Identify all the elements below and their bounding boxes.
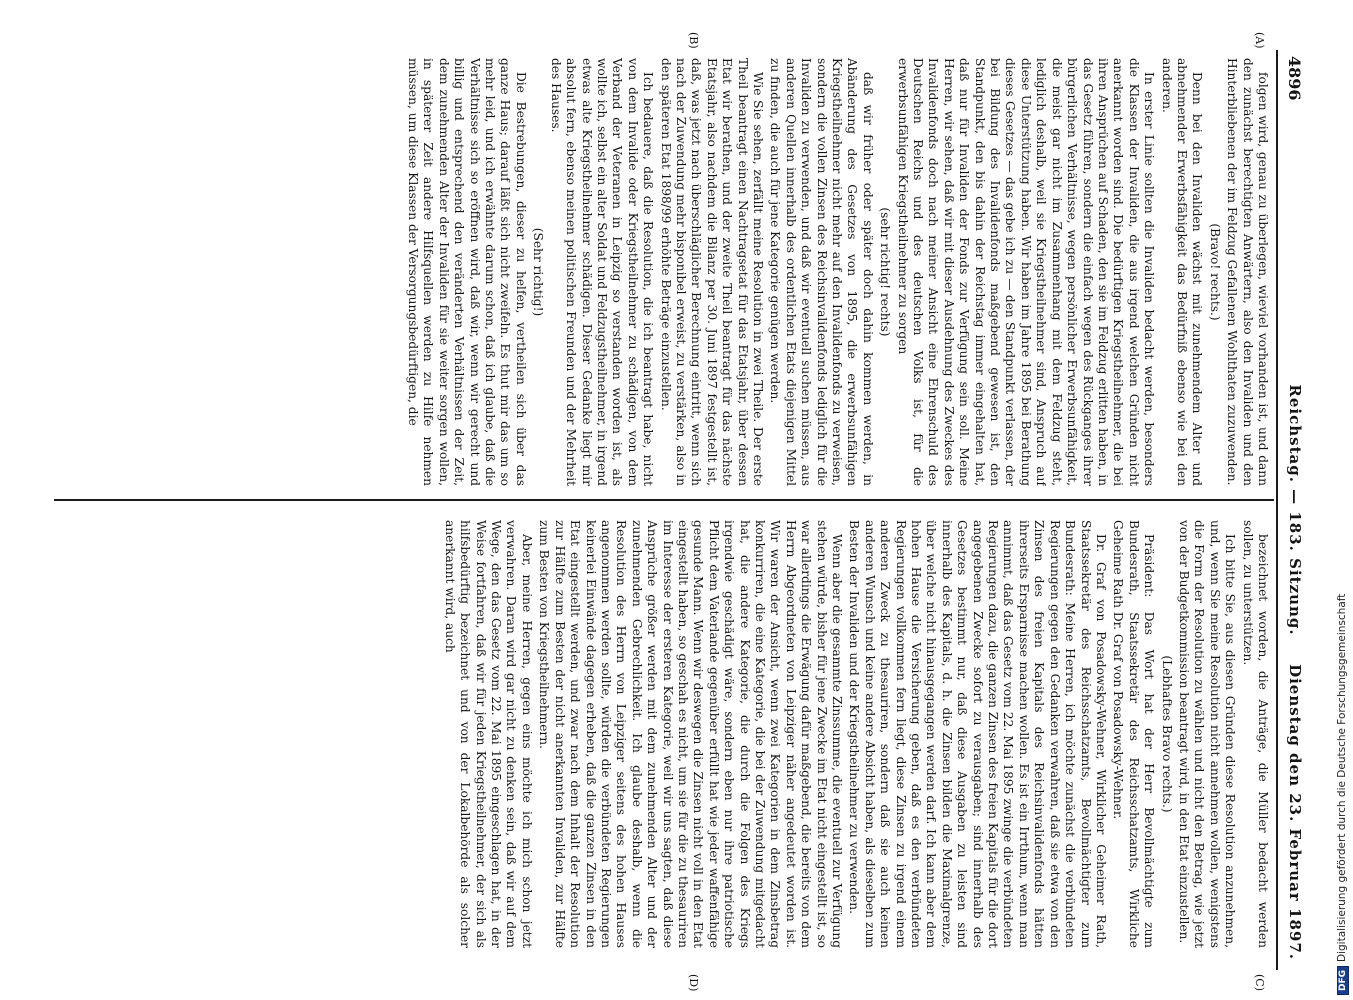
left-text-column — [60, 58, 1270, 486]
paragraph: Wie Sie sehen, zerfällt meine Resolution in zwei Theile. Der erste Theil beantragt einen Nachtragsetat für das Etatsjahr, über dessen Etat wir berathen, und der zweite Theil beantragt für das nächste Etatsjahr, also nachdem die Bilanz per 30. Juni 1897 festgestellt ist, daß, was jetzt nach überschläglicher Berechnung eintritt, wenn sich nach der Zuwendung mehr bisponibel erweist, zu verstärken, also in den späteren Etat 1898/99 erhöhte Beträge einzustellen. — [658, 58, 765, 486]
speaker-paragraph: Dr. Graf von Posadowsky-Wehner, Wirklicher Geheimer Rath, Staatssekretär des Reichsschatzamts, Bevollmächtigter zum Bundesrath: Meine Herren, ich möchte zunächst die verbündeten Regierungen gegen den Gedanken verwahren, daß sie etwa von den Zinsen des freien Kapitals des Reichsinvalidenfonds hätten ihrerseits Ersparnisse machen wollen. Es ist ein Irrthum, wenn man annimmt, daß das Gesetz vom 22. Mai 1895 zwinge die verbündeten Regierungen dazu, die ganzen Zinsen des freien Kapitals für die dort angegebenen Zwecke sofort zu verausgaben; sind innerhalb des Gesetzes bestimmt nur, daß diese Ausgaben zu leisten sind innerhalb des Kapitals, d. h. die Zinsen bilden die Maximalgrenze, über welche nicht hinausgegangen werden darf. Ich kann aber dem hohen Hause die Versicherung geben, daß es den verbündeten Regierungen vollkommen fern liegt, diese Zinsen zu irgend einem anderen Zweck zu thesauriren, sondern daß sie auch keinen anderen Wunsch und keine andere Absicht haben, als dieselben zum Besten der Invaliden und der Kriegstheilnehmer zu verwenden. — [847, 520, 1108, 948]
paragraph: folgen wird, genau zu überlegen, wieviel vorhanden ist, und dann den zunächst berechtigten Anwärtern, also den Invaliden und den Hinterbliebenen der im Feldzug Gefallenen Wohlthaten zuzuwenden. — [1225, 58, 1270, 486]
interjection: (sehr richtig! rechts) — [878, 207, 893, 337]
paragraph: Ich bedauere, daß die Resolution, die ich beantragt habe, nicht von dem Invalide oder Kriegstheilnehmer zu schädigen, von dem Verband der Veteranen in Leipzig so verstanden worden ist, als wollte ich, selbst ein alter Soldat und Feldzugstheilnehmer, in irgend etwas alte Kriegstheilnehmer schädigen. Dieser Gedanke liegt mir absolut fern, ebenso meinen politischen Freunden und der Mehrheit des Hauses. — [548, 58, 656, 486]
rotated-document-sheet — [10, 32, 1310, 992]
digitization-footer — [1336, 5, 1350, 995]
page-number: 4896 — [1285, 56, 1304, 101]
interjection: (Sehr richtig!) — [531, 227, 546, 317]
paragraph: In erster Linie sollten die Invaliden bedacht werden, besonders die Klassen der Invaliden, die aus irgend welchen Gründen nicht anerkannt worden sind. Die bedürftigen Kriegstheilnehmer, die bei ihren Ansprüchen auf Schaden, den sie im Feldzug erlitten haben, in das Gesetz führen, sondern die einfach wegen des Rückganges ihrer bürgerlichen Verhältnisse, wegen persönlicher Erwerbsunfähigkeit, die meist gar nicht im Zusammenhang mit dem Feldzug steht, lediglich deshalb, weil sie Kriegstheilnehmer sind, Anspruch auf diese Unterstützung haben. Wir haben im Jahre 1895 bei Berathung dieses Gesetzes — das gebe ich zu — den Standpunkt verlassen, der bei Bildung des Invalidenfonds maßgebend gewesen ist, den Standpunkt, den bis dahin der Reichstag immer eingehalten hat, daß nur für Invaliden der Fonds zur Verfügung sein soll. Meine Herren, wir sehen, daß wir mit dieser Ausdehnung des Zweckes des Invalidenfonds doch nach meiner Ansicht eine Ehrenschuld des Deutschen Reichs und des deutschen Volks ist, für die erwerbsunfähigen Kriegstheilnehmer zu sorgen — [895, 58, 1157, 486]
margin-marker-b: (B) — [687, 32, 700, 49]
header-rule — [1276, 50, 1278, 970]
footer-text: Digitalisierung gefördert durch die Deutsche Forschungsgemeinschaft — [1336, 593, 1348, 962]
paragraph: Die Bestrebungen, dieser zu helfen, vertheilen sich über das ganze Haus; darauf läßt sich nicht zweifeln. Es thut mir das um so mehr leid, und ich erwähnte darum schon, daß ich glaube, daß die Verhältnisse sich so eröffnen wird, daß wir, wenn wir gerecht und billig und entsprechend den veränderten Verhältnissen der Zeit, dem zunehmenden Alter der Invaliden für sie weiter sorgen wollen, in späterer Zeit andere Hilfsquellen werden zu Hilfe nehmen müssen, um diese Klassen der Versorgungsbedürftigen, die — [406, 58, 528, 486]
interjection: (Lebhaftes Bravo rechts.) — [1159, 655, 1174, 813]
margin-marker-d: (D) — [687, 974, 700, 992]
page-header — [1276, 50, 1310, 970]
session-date: Dienstag den 23. Februar 1897. — [1286, 664, 1304, 960]
paragraph: Ich bitte Sie, aus diesen Gründen diese Resolution anzunehmen, und, wenn Sie meine Resolution nicht annehmen wollen, wenigstens die Form der Resolution zu wählen und nicht den Betrag, wie jetzt von der Budgetkommission beantragt wird, in den Etat einzustellen. — [1176, 520, 1238, 948]
column-divider — [54, 499, 1274, 501]
speaker-paragraph: Präsident: Das Wort hat der Herr Bevollmächtigte zum Bundesrath, Staatssekretär des Reichsschatzamts, Wirkliche Geheime Rath Dr. Graf von Posadowsky-Wehner. — [1111, 520, 1157, 948]
right-text-column — [60, 520, 1270, 948]
margin-marker-c: (C) — [1253, 974, 1266, 991]
paragraph: daß wir früher oder später doch dahin kommen werden, in Abänderung des Gesetzes von 1895, die erwerbsunfähigen Kriegstheilnehmer nicht mehr auf den Invalidenfonds zu verweisen, sondern die vollen Zinsen des Reichsinvalidenfonds lediglich für die Invaliden zu verwenden, und daß wir eventuell suchen müssen, aus anderen Quellen innerhalb des ordentlichen Etats diejenigen Mittel zu finden, die auch für jene Kategorie genügen werden. — [768, 58, 875, 486]
dfg-logo: DFG — [1337, 966, 1349, 995]
paragraph: Aber, meine Herren, gegen eins möchte ich mich schon jetzt verwahren. Daran wird gar nicht zu denken sein, daß wir auf dem Wege, den das Gesetz vom 22. Mai 1895 eingeschlagen hat, in der Weise fortfahren, daß wir für jeden Kriegstheilnehmer, der sich als hilfsbedürftig bezeichnet und von der Lokalbehörde als solcher anerkannt wird, auch — [442, 520, 534, 948]
paragraph: bezeichnet worden, die Anträge, die Müller bedacht werden sollen, zu unterstützen. — [1240, 520, 1270, 948]
paragraph: Wenn aber die gesammte Zinssumme, die eventuell zur Verfügung stehen würde, bisher für jene Zwecke im Etat nicht eingestellt ist, so war allerdings die Erwägung dafür maßgebend, die bereits von dem Herrn Abgeordneten von Leipziger näher angedeutet worden ist. Wir waren der Ansicht, wenn zwei Kategorien in dem Zinsbetrag konkurriren, die eine Kategorie, die bei der Zuwendung mitgedacht hat, die andere Kategorie, die durch die Folgen des Kriegs irgendwie geschädigt wäre, sondern eben nur ihre patriotische Pflicht dem Vaterlande gegenüber erfüllt hat wie jeder waffenfähige gesunde Mann. Wenn wir deswegen die Zinsen nicht voll in den Etat eingestellt haben, so geschah es nicht, um sie für die zu thesauriren im Interesse der ersteren Kategorie, weil wir uns sagten, daß diese Ansprüche größer werden mit dem zunehmenden Alter und der zunehmenden Gebrechlichkeit. Ich glaube deshalb, wenn die Resolution des Herrn von Leipziger seitens des hohen Hauses angenommen werden sollte, würden die verbündeten Regierungen keinerlei Einwände dagegen erheben, daß die ganzen Zinsen in den Etat eingestellt werden, und zwar nach dem Inhalt der Resolution zur Hälfte zum Besten der nicht anerkannten Invaliden, zur Hälfte zum Besten von Kriegstheilnehmern. — [537, 520, 845, 948]
interjection: (Bravo! rechts.) — [1207, 223, 1222, 321]
paragraph: Denn bei den Invaliden wächst mit zunehmendem Alter und abnehmender Erwerbsfähigkeit das Bedürfniß ebenso wie bei den anderen. — [1159, 58, 1205, 486]
page-title: Reichstag. — 183. Sitzung. — [1286, 384, 1304, 636]
margin-marker-a: (A) — [1253, 32, 1266, 49]
